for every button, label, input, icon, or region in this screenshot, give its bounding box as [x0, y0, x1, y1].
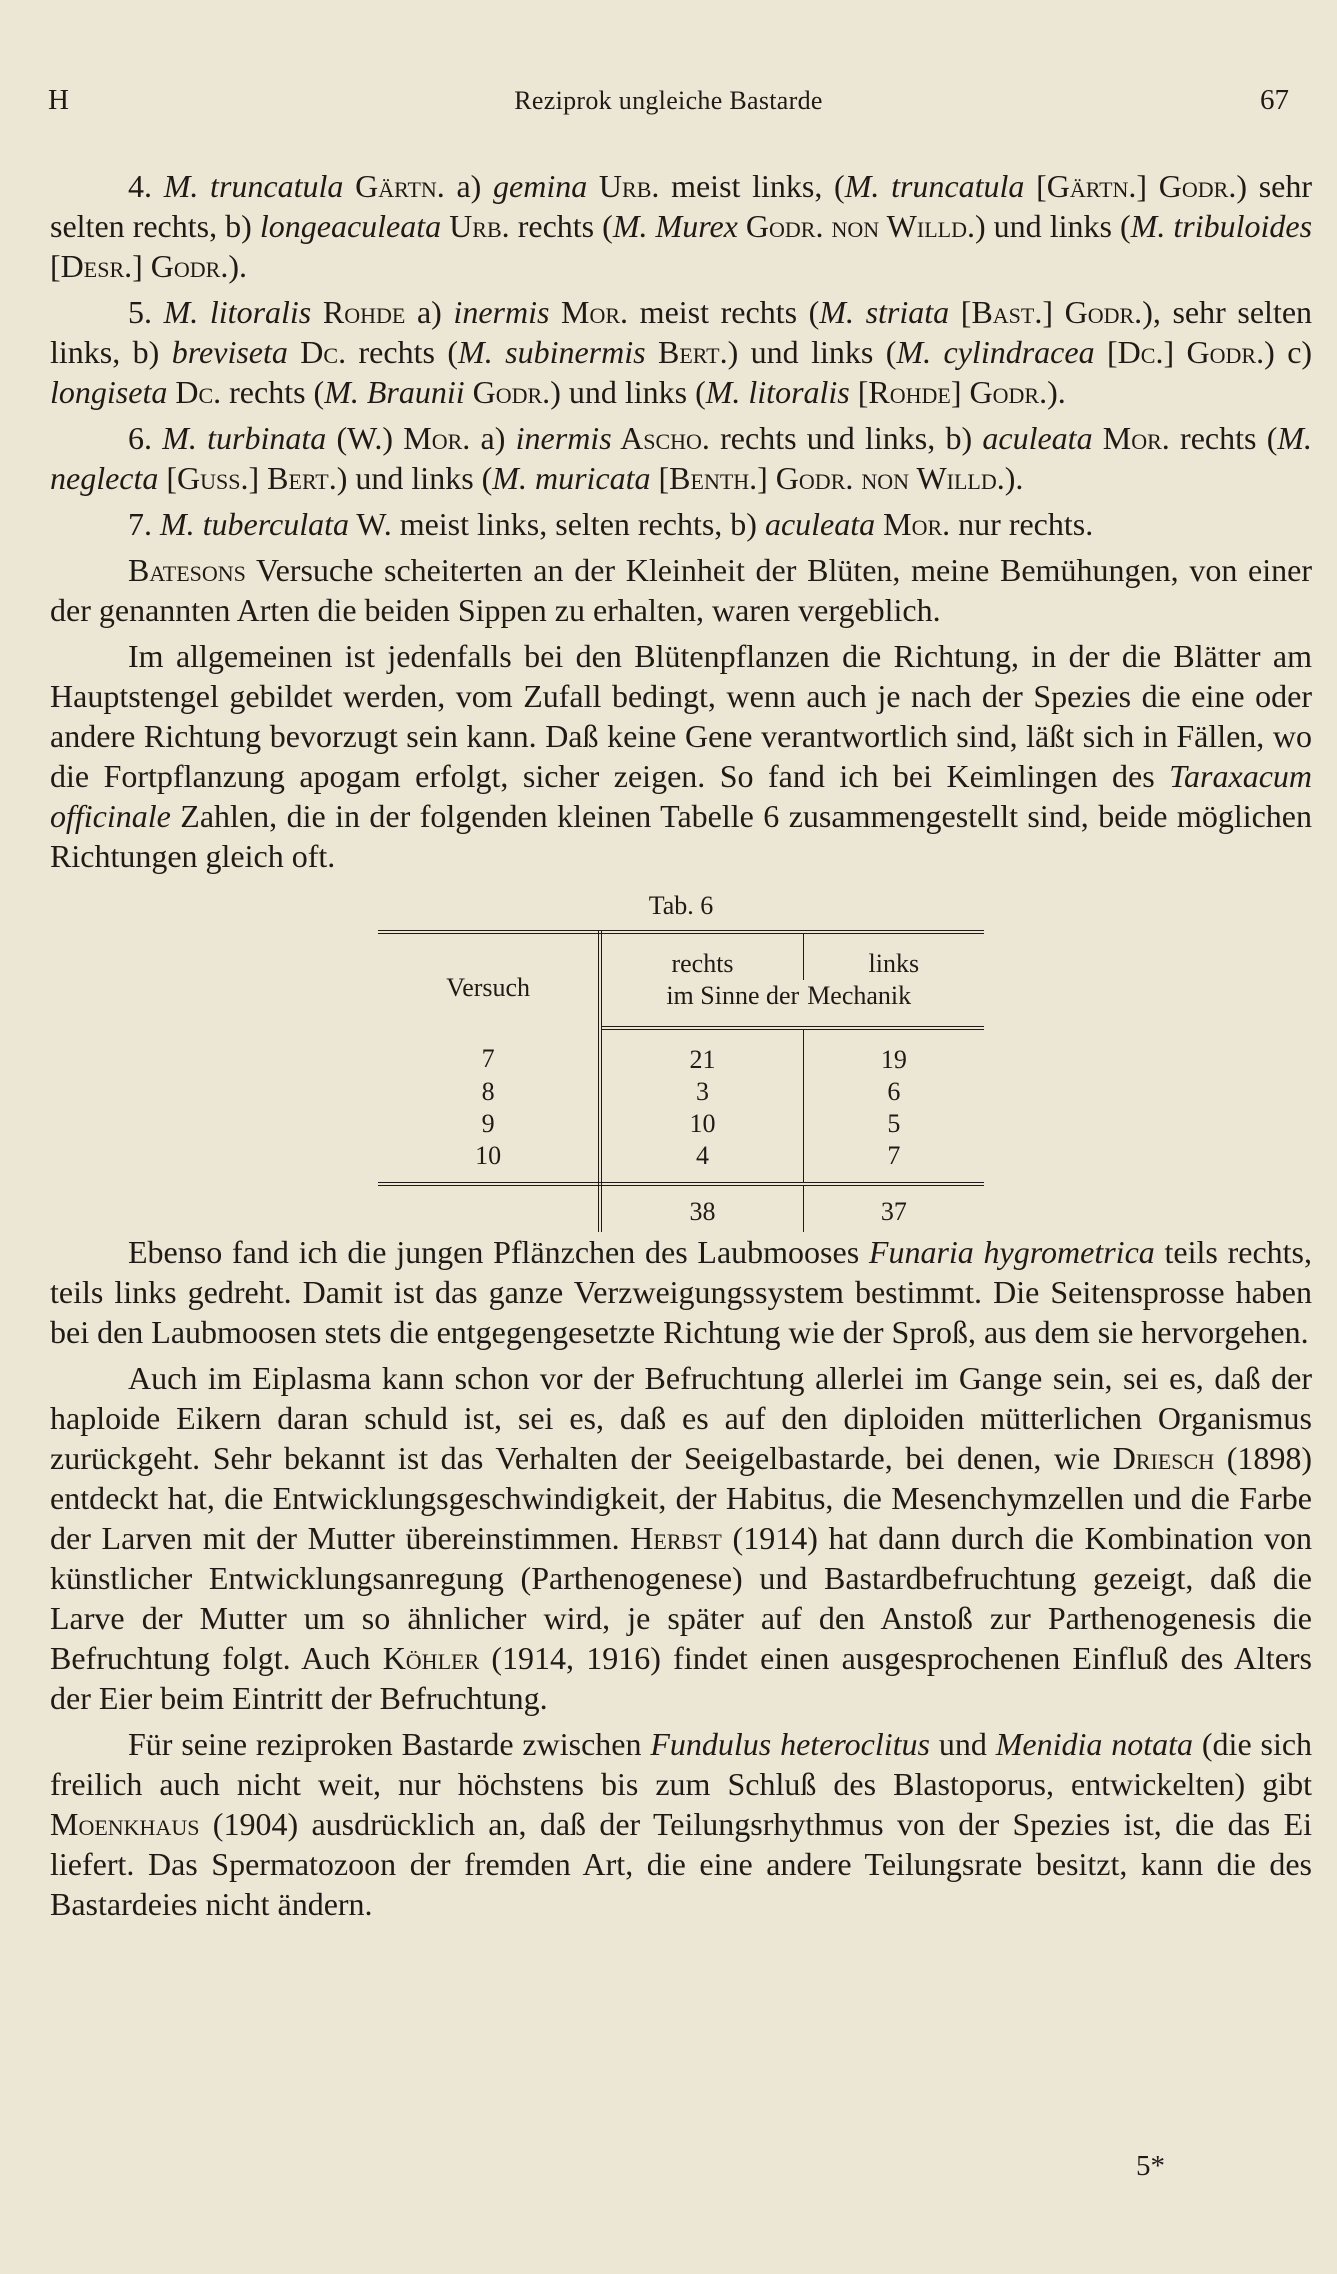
synonym-name: M. striata	[819, 294, 950, 330]
text: Versuche scheiterten an der Kleinheit der Blüten, meine Bemühungen, von einer der genannten Arten die beiden Sippen zu erhalten, waren vergeblich.	[50, 552, 1312, 628]
paragraph-fundulus	[50, 1724, 1312, 1924]
variety-name: inermis	[515, 420, 612, 456]
synonym-name: M. subinermis	[458, 334, 646, 370]
list-item	[50, 504, 1312, 544]
species-name: M. truncatula	[163, 168, 344, 204]
authority: Mor.	[549, 294, 629, 330]
item-number: 4.	[128, 168, 164, 204]
text: ) und links (	[727, 334, 897, 370]
variety-name: breviseta	[171, 334, 288, 370]
table-row	[378, 1028, 984, 1076]
authority: Godr. non Willd.	[737, 208, 975, 244]
synonym-name: M. cylindracea	[896, 334, 1095, 370]
cell-empty	[378, 1184, 600, 1232]
text: rechts (	[1169, 420, 1278, 456]
species-name: M. turbinata	[162, 420, 327, 456]
table-row	[378, 1076, 984, 1108]
list-item	[50, 166, 1312, 286]
synonym-name: M. Braunii	[324, 374, 465, 410]
authority: [Desr.] Godr.	[50, 248, 229, 284]
authority: Godr.	[464, 374, 551, 410]
text: (1898) entdeckt hat, die Entwicklungsgeschwindigkeit, der Habitus, die Mesenchymzellen und die Farbe der Larven mit der Mutter übereinstimmen.	[50, 1440, 1312, 1556]
author-name: Batesons	[128, 552, 246, 588]
item-number: 7.	[128, 506, 160, 542]
cell-total-links: 37	[880, 1197, 907, 1226]
text: meist links, (	[659, 168, 845, 204]
cell-versuch: 10	[378, 1140, 600, 1184]
text: nur rechts.	[950, 506, 1094, 542]
species-name: M. litoralis	[163, 294, 312, 330]
synonym-name: M. Murex	[612, 208, 738, 244]
text: meist rechts (	[628, 294, 820, 330]
cell-rechts: 21	[600, 1028, 803, 1076]
item-number: 6.	[128, 420, 163, 456]
variety-name: aculeata	[982, 420, 1093, 456]
column-header-rechts: rechts	[600, 932, 803, 980]
list-item	[50, 292, 1312, 412]
text: ) sehr selten rechts, b)	[50, 168, 1313, 244]
species-name: Menidia notata	[995, 1726, 1194, 1762]
synonym-name: M. tribuloides	[1130, 208, 1313, 244]
text: rechts und links, b)	[709, 420, 983, 456]
text: und	[930, 1726, 996, 1762]
text: Im allgemeinen ist jedenfalls bei den Blütenpflanzen die Richtung, in der die Blätter am Hauptstengel gebildet werden, vom Zufall bedingt, wenn auch je nach der Spezies die eine oder andere Richtung bevorzugt sein kann. Daß keine Gene verantwortlich sind, läßt sich in Fällen, wo die Fortpflanzung apogam erfolgt, sicher zeigen. So fand ich bei Keimlingen des	[50, 638, 1312, 794]
cell-links: 5	[887, 1109, 901, 1138]
text: ).	[228, 248, 247, 284]
table-caption: Tab. 6	[648, 891, 714, 920]
text: (1914, 1916) findet einen ausgesprochenen Einfluß des Alters der Eier beim Eintritt der Befruchtung.	[50, 1640, 1313, 1716]
text: (1914) hat dann durch die Kombination von künstlicher Entwicklungsanregung (Parthenogenese) und Bastardbefruchtung gezeigt, daß die Larve der Mutter um so ähnlicher wird, je später auf den Anstoß zur Parthenogenesis die Befruchtung folgt. Auch	[50, 1520, 1313, 1676]
text: ) und links (	[550, 374, 706, 410]
table-row	[378, 1108, 984, 1140]
authority: [Gärtn.] Godr.	[1024, 168, 1237, 204]
species-name: Fundulus heteroclitus	[650, 1726, 930, 1762]
item-number: 5.	[128, 294, 164, 330]
text: Für seine reziproken Bastarde zwischen	[128, 1726, 651, 1762]
table-row	[378, 1140, 984, 1184]
subheader-right: Mechanik	[803, 980, 984, 1028]
text: Zahlen, die in der folgenden kleinen Tabelle 6 zusammengestellt sind, beide möglichen Richtungen gleich oft.	[50, 798, 1312, 874]
authority: Bert.	[645, 334, 728, 370]
running-title: Reziprok ungleiche Bastarde	[514, 86, 823, 115]
cell-links: 19	[880, 1045, 907, 1074]
text: a)	[405, 294, 454, 330]
column-header-versuch: Versuch	[378, 932, 600, 1028]
authority: [Dc.] Godr.	[1094, 334, 1265, 370]
cell-versuch: 7	[378, 1028, 600, 1076]
running-header	[48, 84, 1289, 124]
authority: Gärtn.	[343, 168, 445, 204]
text: rechts (	[221, 374, 325, 410]
body-text	[50, 166, 1312, 1930]
variety-name: longiseta	[50, 374, 168, 410]
variety-name: gemina	[493, 168, 588, 204]
cell-links: 6	[887, 1077, 901, 1106]
table-total-row	[378, 1184, 984, 1232]
text: ) und links (	[336, 460, 493, 496]
text: ).	[1047, 374, 1066, 410]
authority: Dc.	[167, 374, 222, 410]
cell-versuch: 9	[378, 1108, 600, 1140]
text: Ebenso fand ich die jungen Pflänzchen des Laubmooses	[128, 1234, 869, 1270]
authority: [Benth.] Godr. non Willd.	[650, 460, 1005, 496]
species-name: Taraxacum officinale	[50, 758, 1312, 834]
paragraph-allgemein	[50, 636, 1312, 876]
synonym-name: M. litoralis	[705, 374, 850, 410]
cell-versuch: 8	[378, 1076, 600, 1108]
authority: [Bast.] Godr.	[949, 294, 1143, 330]
species-name: Funaria hygrometrica	[868, 1234, 1155, 1270]
text: (1904) ausdrücklich an, daß der Teilungsrhythmus von der Spezies ist, die das Ei liefert. Das Spermatozoon der fremden Art, die eine andere Teilungsrate besitzt, kann die des Bastardeies nicht ändern.	[50, 1806, 1312, 1922]
text: a)	[444, 168, 494, 204]
cell-rechts: 3	[600, 1076, 803, 1108]
page-number: 67	[1260, 84, 1289, 116]
authority: Rohde	[311, 294, 406, 330]
data-table	[378, 930, 984, 1232]
signature-mark: 5*	[1136, 2150, 1165, 2182]
paragraph-eiplasma	[50, 1358, 1312, 1718]
header-letter: H	[48, 84, 69, 116]
variety-name: inermis	[453, 294, 550, 330]
column-header-links: links	[803, 932, 984, 980]
text: (die sich freilich auch nicht weit, nur höchstens bis zum Schluß des Blastoporus, entwickelten) gibt	[50, 1726, 1313, 1802]
authority: (W.) Mor.	[326, 420, 471, 456]
text: meist links, selten rechts, b)	[391, 506, 765, 542]
authority: [Guss.] Bert.	[158, 460, 337, 496]
author-name: Moenkhaus	[50, 1806, 200, 1842]
authority: Urb.	[441, 208, 510, 244]
text: a)	[470, 420, 516, 456]
text: rechts (	[509, 208, 613, 244]
variety-name: longeaculeata	[259, 208, 442, 244]
cell-links: 7	[803, 1140, 984, 1184]
text: ) c)	[1264, 334, 1313, 370]
text: Auch im Eiplasma kann schon vor der Befruchtung allerlei im Gange sein, sei es, daß der haploide Eikern daran schuld ist, sei es, daß es auf den diploiden mütterlichen Organismus zurückgeht. Sehr bekannt ist das Verhalten der Seeigelbastarde, bei denen, wie	[50, 1360, 1312, 1476]
text: teils rechts, teils links gedreht. Damit ist das ganze Verzweigungssystem bestimmt. Die Seitensprosse haben bei den Laubmoosen stets die entgegengesetzte Richtung wie der Sproß, aus dem sie hervorgehen.	[50, 1234, 1312, 1350]
variety-name: aculeata	[764, 506, 876, 542]
cell-rechts: 10	[600, 1108, 803, 1140]
cell-total-rechts: 38	[600, 1184, 803, 1232]
synonym-name: M. truncatula	[844, 168, 1025, 204]
authority: Ascho.	[611, 420, 710, 456]
author-name: Driesch	[1112, 1440, 1215, 1476]
synonym-name: M. muricata	[492, 460, 651, 496]
authority: Urb.	[587, 168, 660, 204]
subheader-left: im Sinne der	[600, 980, 803, 1028]
text: ) und links (	[974, 208, 1131, 244]
paragraph-bateson	[50, 550, 1312, 630]
authority: Mor.	[1092, 420, 1170, 456]
paragraph-funaria	[50, 1232, 1312, 1352]
list-item	[50, 418, 1312, 498]
species-name: M. tuberculata	[160, 506, 349, 542]
text: ).	[1004, 460, 1024, 496]
authority: [Rohde] Godr.	[849, 374, 1048, 410]
author-name: Köhler	[382, 1640, 480, 1676]
authority: Dc.	[287, 334, 347, 370]
author-name: Herbst	[630, 1520, 722, 1556]
synonym-name: M. neglecta	[50, 420, 1312, 496]
cell-rechts: 4	[600, 1140, 803, 1184]
text: rechts (	[346, 334, 459, 370]
text: ), sehr selten links, b)	[50, 294, 1313, 370]
authority: Mor.	[875, 506, 951, 542]
authority: W.	[349, 506, 392, 542]
